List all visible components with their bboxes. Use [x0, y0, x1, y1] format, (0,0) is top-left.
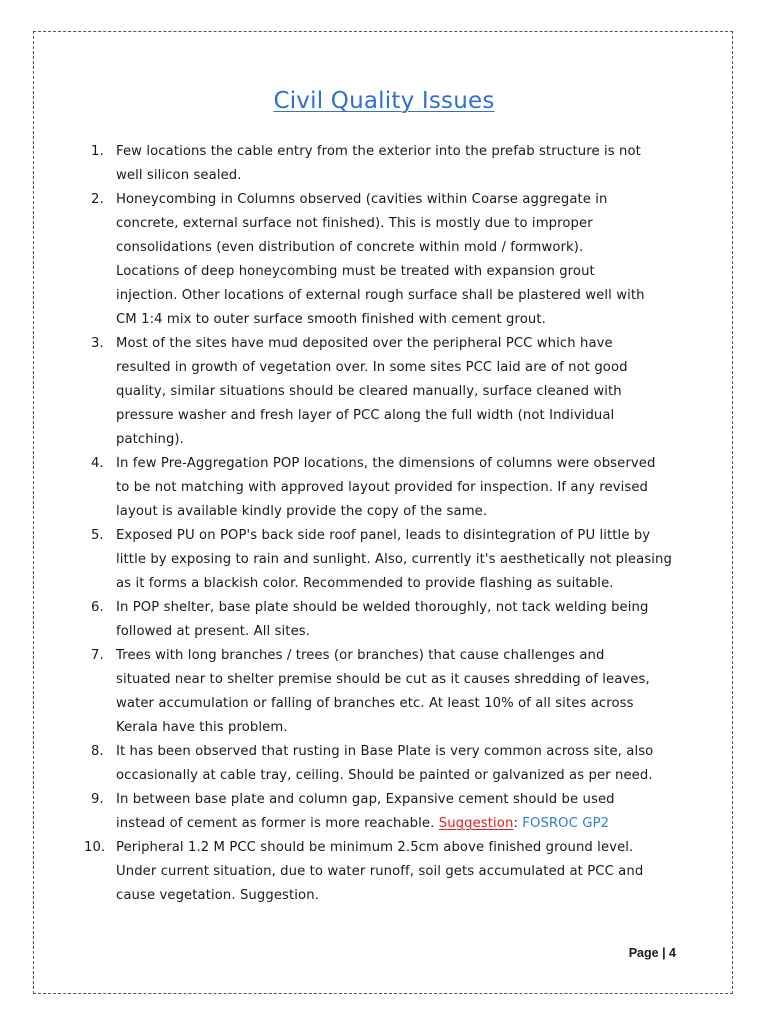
item-line: Few locations the cable entry from the exterior into the prefab structure is not [116, 144, 641, 159]
item-line: well silicon sealed. [116, 168, 242, 183]
item-line: Honeycombing in Columns observed (cavities within Coarse aggregate in [116, 192, 608, 207]
item-line: to be not matching with approved layout provided for inspection. If any revised [116, 480, 649, 495]
item-line: In POP shelter, base plate should be welded thoroughly, not tack welding being [116, 600, 649, 615]
item-number: 3. [91, 336, 104, 351]
item-line: Trees with long branches / trees (or branches) that cause challenges and [116, 648, 605, 663]
list-item [84, 788, 684, 836]
list-item [84, 524, 684, 596]
issue-list [84, 140, 684, 908]
suggestion-product: FOSROC GP2 [522, 816, 610, 831]
item-line: Under current situation, due to water runoff, soil gets accumulated at PCC and [116, 864, 644, 879]
page-number: Page | 4 [628, 946, 676, 960]
item-line: instead of cement as former is more reachable. [116, 816, 439, 831]
item-number: 10. [84, 840, 106, 855]
item-number: 1. [91, 144, 104, 159]
suggestion-label: Suggestion [438, 816, 514, 831]
item-line: In between base plate and column gap, Expansive cement should be used [116, 792, 615, 807]
item-line: cause vegetation. Suggestion. [116, 888, 319, 903]
item-line: injection. Other locations of external rough surface shall be plastered well with [116, 288, 645, 303]
item-line: quality, similar situations should be cleared manually, surface cleaned with [116, 384, 622, 399]
item-line: consolidations (even distribution of concrete within mold / formwork). [116, 240, 584, 255]
item-line: concrete, external surface not finished). This is mostly due to improper [116, 216, 593, 231]
list-item [84, 188, 684, 332]
list-item [84, 596, 684, 644]
item-line: Most of the sites have mud deposited over the peripheral PCC which have [116, 336, 613, 351]
item-line: Kerala have this problem. [116, 720, 288, 735]
list-item [84, 740, 684, 788]
item-line: Exposed PU on POP's back side roof panel, leads to disintegration of PU little by [116, 528, 651, 543]
item-number: 5. [91, 528, 104, 543]
item-number: 7. [91, 648, 104, 663]
item-number: 9. [91, 792, 104, 807]
item-line: pressure washer and fresh layer of PCC along the full width (not Individual [116, 408, 615, 423]
item-line: situated near to shelter premise should be cut as it causes shredding of leaves, [116, 672, 650, 687]
item-line: as it forms a blackish color. Recommended to provide flashing as suitable. [116, 576, 614, 591]
item-line: Peripheral 1.2 M PCC should be minimum 2.5cm above finished ground level. [116, 840, 634, 855]
item-number: 8. [91, 744, 104, 759]
item-line: In few Pre-Aggregation POP locations, the dimensions of columns were observed [116, 456, 656, 471]
item-line: patching). [116, 432, 184, 447]
item-line: little by exposing to rain and sunlight. Also, currently it's aesthetically not pleasing [116, 552, 672, 567]
item-number: 4. [91, 456, 104, 471]
item-line: Locations of deep honeycombing must be treated with expansion grout [116, 264, 595, 279]
item-line: water accumulation or falling of branches etc. At least 10% of all sites across [116, 696, 634, 711]
page-title: Civil Quality Issues [273, 88, 495, 114]
item-line: CM 1:4 mix to outer surface smooth finished with cement grout. [116, 312, 546, 327]
item-line: It has been observed that rusting in Base Plate is very common across site, also [116, 744, 654, 759]
item-number: 6. [91, 600, 104, 615]
list-item [84, 836, 684, 908]
list-item [84, 644, 684, 740]
list-item [84, 140, 684, 188]
item-line: resulted in growth of vegetation over. In some sites PCC laid are of not good [116, 360, 628, 375]
list-item [84, 332, 684, 452]
item-line: followed at present. All sites. [116, 624, 311, 639]
item-number: 2. [91, 192, 104, 207]
suggestion-separator: : [513, 816, 523, 831]
item-line: layout is available kindly provide the copy of the same. [116, 504, 488, 519]
list-item [84, 452, 684, 524]
item-line: occasionally at cable tray, ceiling. Should be painted or galvanized as per need. [116, 768, 653, 783]
